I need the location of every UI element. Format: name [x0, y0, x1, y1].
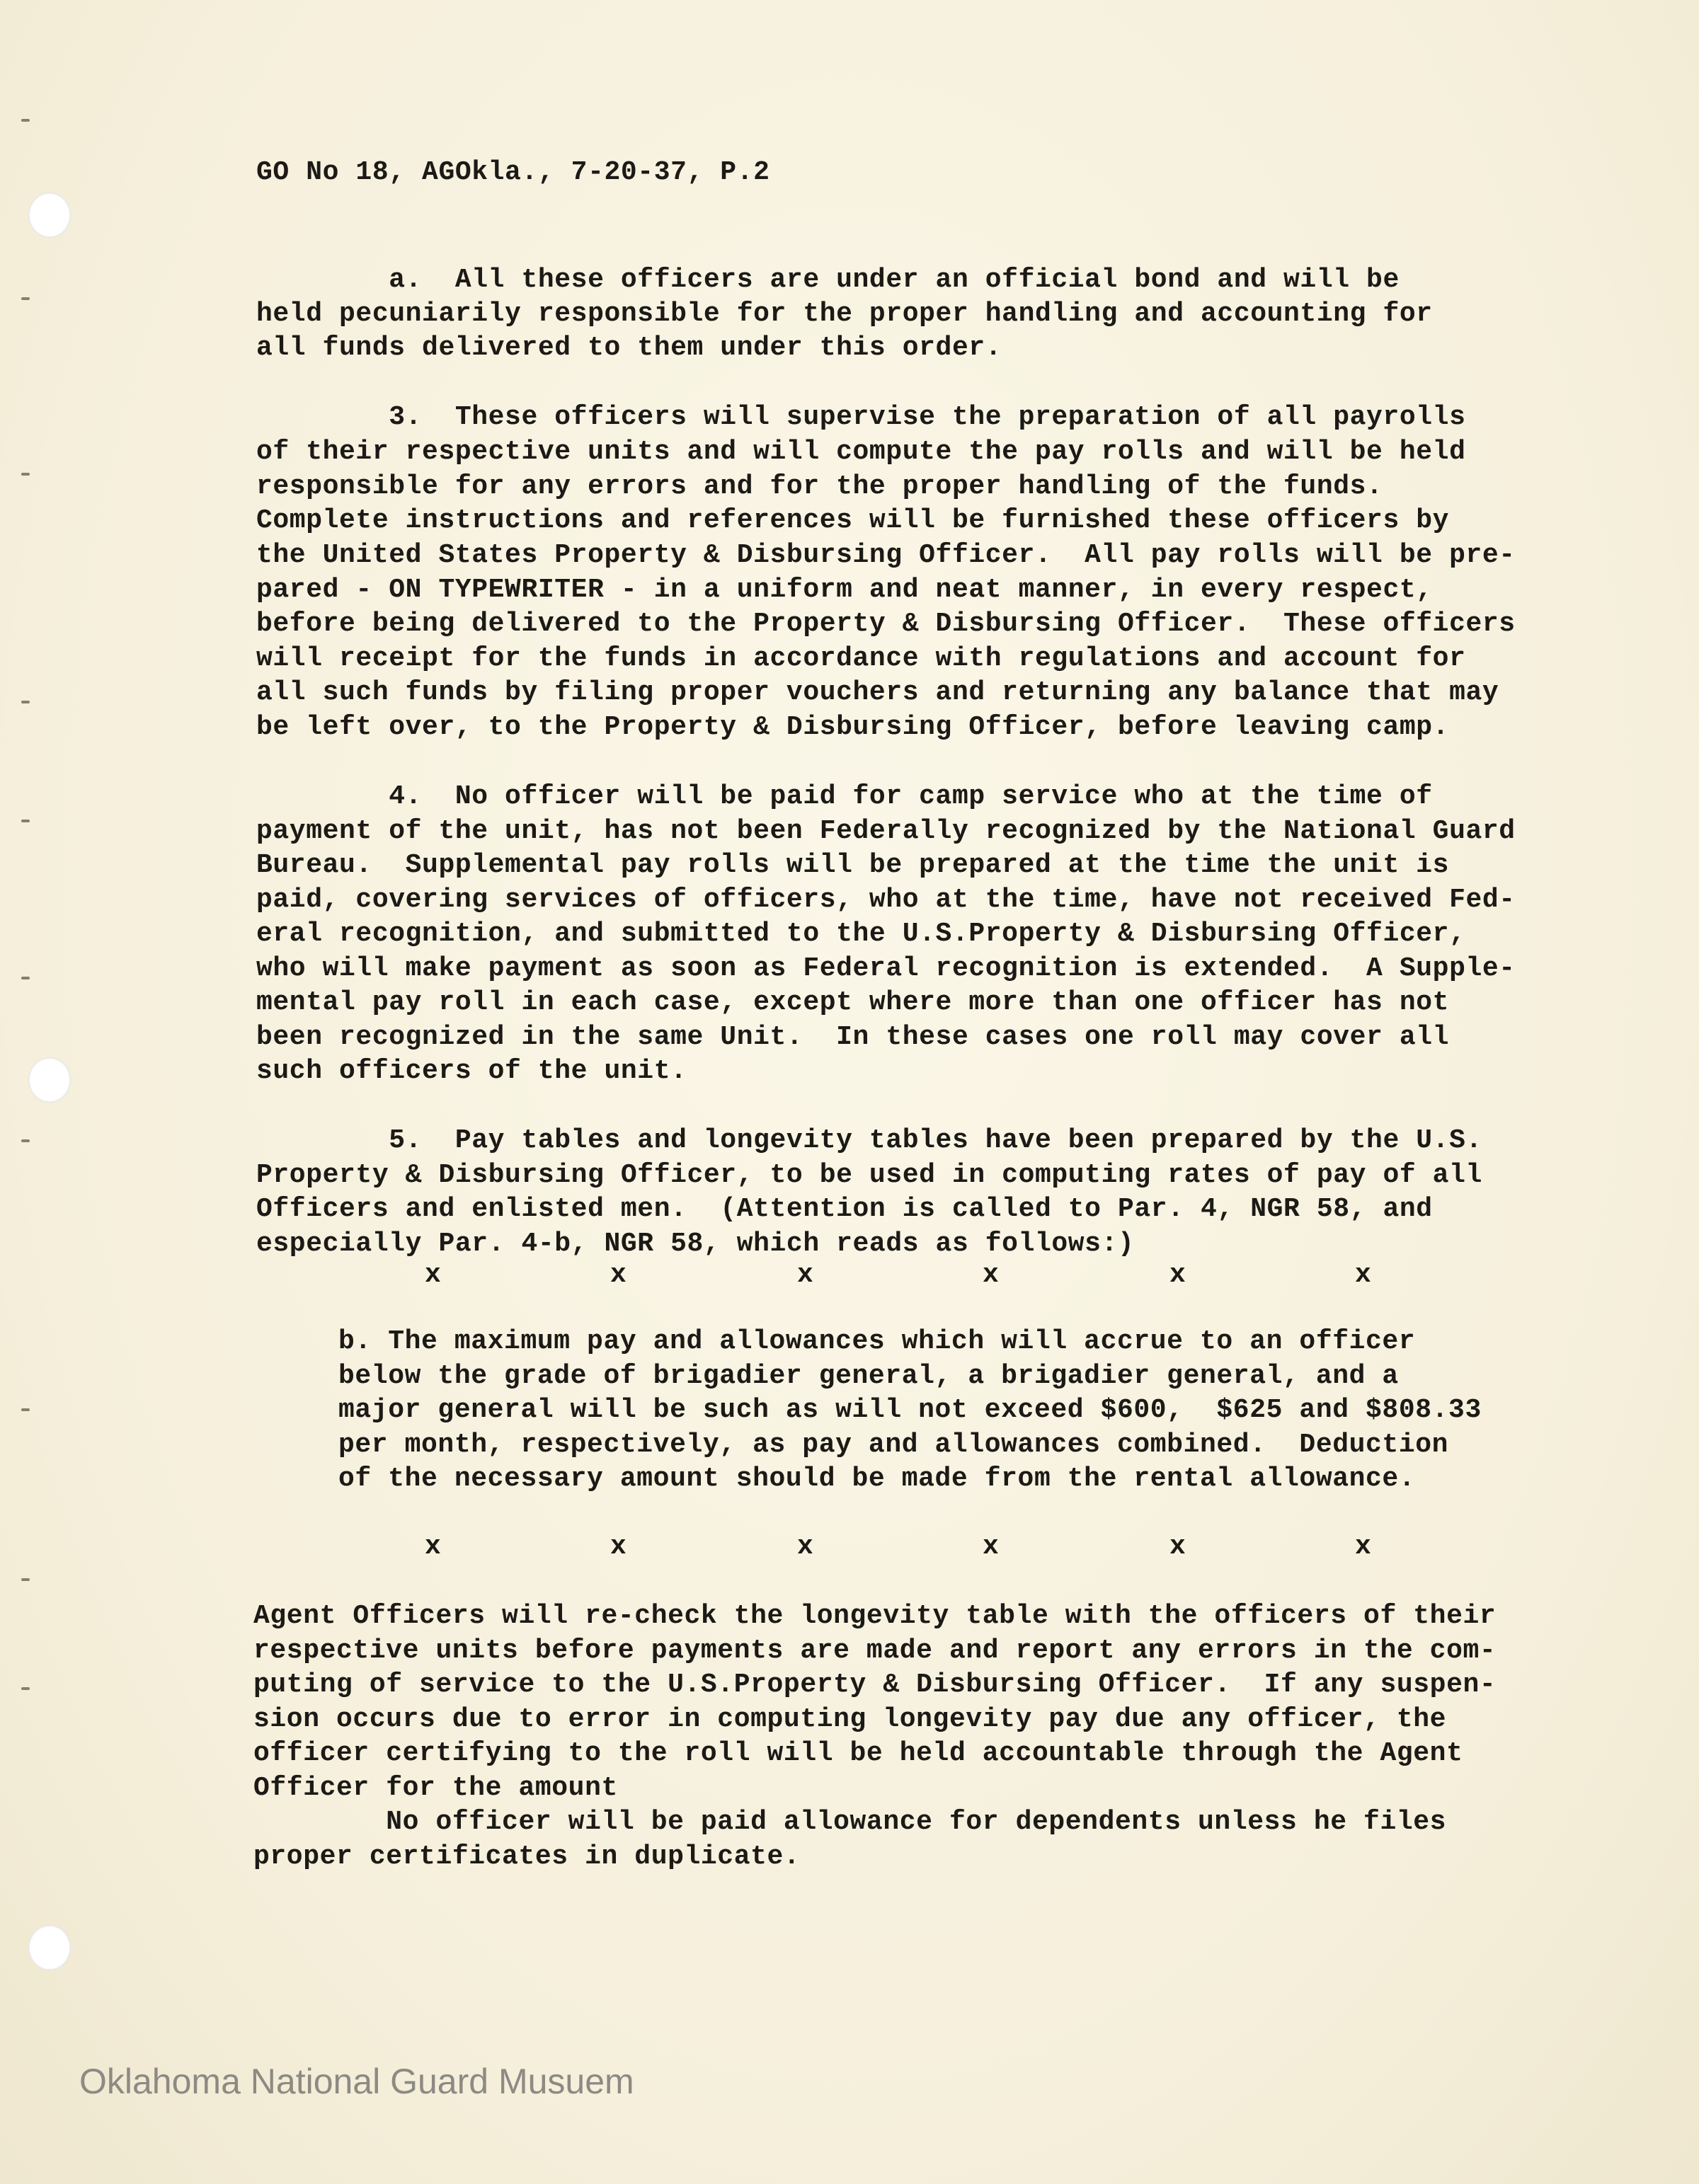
text-line: been recognized in the same Unit. In these cases one roll may cover all: [256, 1022, 1450, 1052]
text-line: before being delivered to the Property & Disbursing Officer. These officers: [256, 609, 1516, 639]
text-line: sion occurs due to error in computing longevity pay due any officer, the: [253, 1704, 1447, 1735]
text-line: Agent Officers will re-check the longevity table with the officers of their: [253, 1601, 1497, 1631]
text-line: 4. No officer will be paid for camp service who at the time of: [256, 781, 1433, 812]
text-line: Complete instructions and references will be furnished these officers by: [256, 505, 1450, 536]
x-mark: x: [797, 1260, 813, 1290]
text-line: Bureau. Supplemental pay rolls will be prepared at the time the unit is: [256, 850, 1450, 880]
margin-tick: [21, 1139, 30, 1142]
x-mark: x: [983, 1260, 999, 1290]
text-line: No officer will be paid allowance for dependents unless he files: [253, 1807, 1447, 1837]
text-line: 5. Pay tables and longevity tables have been prepared by the U.S.: [256, 1125, 1482, 1156]
x-separator: [0, 1531, 1699, 1565]
x-separator: [0, 1260, 1699, 1294]
x-mark: x: [1169, 1531, 1186, 1562]
text-line: 3. These officers will supervise the preparation of all payrolls: [256, 402, 1466, 432]
punch-hole: [28, 1925, 71, 1970]
margin-tick: [21, 1578, 30, 1581]
margin-tick: [21, 977, 30, 979]
x-mark: x: [610, 1260, 627, 1290]
page-header: GO No 18, AGOkla., 7-20-37, P.2: [256, 157, 770, 188]
margin-tick: [21, 701, 30, 703]
x-mark: x: [1355, 1260, 1371, 1290]
punch-hole: [28, 1057, 71, 1103]
text-line: all such funds by filing proper vouchers and returning any balance that may: [256, 677, 1499, 708]
text-line: major general will be such as will not exceed $600, $625 and $808.33: [338, 1395, 1482, 1425]
text-line: Property & Disbursing Officer, to be used in computing rates of pay of all: [256, 1160, 1482, 1190]
x-mark: x: [797, 1531, 813, 1562]
text-line: especially Par. 4-b, NGR 58, which reads as follows:): [256, 1229, 1135, 1259]
text-line: a. All these officers are under an official bond and will be: [256, 265, 1400, 295]
margin-tick: [21, 1408, 30, 1411]
text-line: the United States Property & Disbursing Officer. All pay rolls will be pre-: [256, 540, 1516, 570]
museum-watermark: Oklahoma National Guard Musuem: [79, 2062, 634, 2101]
text-line: who will make payment as soon as Federal recognition is extended. A Supple-: [256, 953, 1516, 984]
margin-tick: [21, 1687, 30, 1690]
text-line: puting of service to the U.S.Property & Disbursing Officer. If any suspen-: [253, 1669, 1497, 1700]
text-line: below the grade of brigadier general, a brigadier general, and a: [338, 1361, 1399, 1391]
text-line: per month, respectively, as pay and allowances combined. Deduction: [338, 1430, 1449, 1460]
text-line: proper certificates in duplicate.: [253, 1841, 801, 1872]
x-mark: x: [425, 1260, 441, 1290]
text-line: such officers of the unit.: [256, 1056, 687, 1086]
text-line: b. The maximum pay and allowances which will accrue to an officer: [338, 1326, 1416, 1357]
text-line: pared - ON TYPEWRITER - in a uniform and neat manner, in every respect,: [256, 575, 1433, 605]
x-mark: x: [425, 1531, 441, 1562]
text-line: will receipt for the funds in accordance with regulations and account for: [256, 643, 1466, 674]
margin-tick: [21, 297, 30, 300]
text-line: mental pay roll in each case, except where more than one officer has not: [256, 987, 1450, 1018]
text-line: of the necessary amount should be made from the rental allowance.: [338, 1464, 1416, 1494]
text-line: of their respective units and will compute the pay rolls and will be held: [256, 437, 1466, 467]
x-mark: x: [1169, 1260, 1186, 1290]
margin-tick: [21, 119, 30, 122]
punch-hole: [28, 192, 71, 238]
margin-tick: [21, 820, 30, 822]
text-line: be left over, to the Property & Disbursing Officer, before leaving camp.: [256, 712, 1450, 742]
text-line: officer certifying to the roll will be held accountable through the Agent: [253, 1738, 1463, 1769]
text-line: respective units before payments are made and report any errors in the com-: [253, 1636, 1497, 1666]
text-line: responsible for any errors and for the proper handling of the funds.: [256, 471, 1383, 502]
text-line: eral recognition, and submitted to the U.S.Property & Disbursing Officer,: [256, 919, 1466, 949]
text-line: Officers and enlisted men. (Attention is called to Par. 4, NGR 58, and: [256, 1194, 1433, 1224]
text-line: all funds delivered to them under this order.: [256, 333, 1002, 363]
margin-tick: [21, 473, 30, 476]
x-mark: x: [610, 1531, 627, 1562]
text-line: payment of the unit, has not been Federally recognized by the National Guard: [256, 816, 1516, 846]
text-line: Officer for the amount: [253, 1773, 618, 1803]
x-mark: x: [1355, 1531, 1371, 1562]
x-mark: x: [983, 1531, 999, 1562]
text-line: held pecuniarily responsible for the proper handling and accounting for: [256, 299, 1433, 329]
text-line: paid, covering services of officers, who at the time, have not received Fed-: [256, 885, 1516, 915]
